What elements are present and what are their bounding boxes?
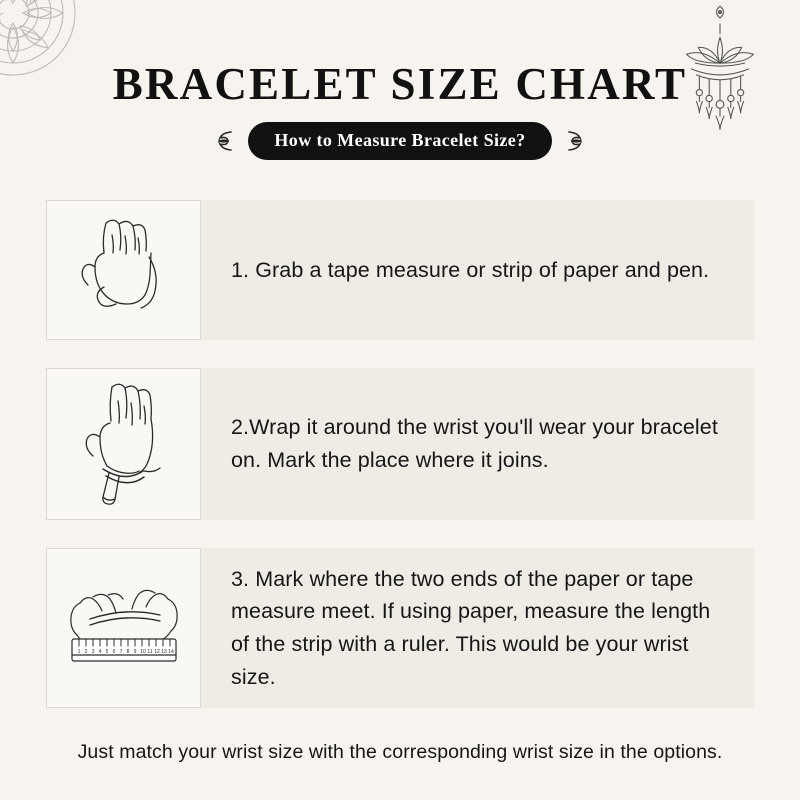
step-3-text: 3. Mark where the two ends of the paper or tape measure meet. If using paper, measure the length of the strip with a ruler. This would be your wrist size. [231, 566, 711, 689]
svg-text:13: 13 [160, 649, 167, 655]
svg-text:9: 9 [133, 649, 136, 655]
swirl-left-icon [210, 128, 236, 154]
step-1-image [46, 200, 201, 340]
step-row [46, 548, 754, 708]
svg-text:12: 12 [153, 649, 160, 655]
subtitle-row [0, 122, 800, 160]
step-row [46, 368, 754, 520]
svg-text:14: 14 [167, 649, 174, 655]
svg-text:10: 10 [139, 649, 146, 655]
step-3-image [46, 548, 201, 708]
swirl-right-icon [564, 128, 590, 154]
svg-text:4: 4 [98, 649, 101, 655]
page-title: BRACELET SIZE CHART [112, 59, 688, 109]
svg-text:3: 3 [91, 649, 94, 655]
step-row [46, 200, 754, 340]
hand-holding-tape-icon [54, 205, 194, 335]
svg-text:1: 1 [77, 649, 80, 655]
steps-list [0, 200, 800, 736]
svg-text:5: 5 [105, 649, 108, 655]
hands-ruler-icon [50, 563, 198, 693]
subtitle-pill: How to Measure Bracelet Size? [248, 122, 551, 160]
svg-text:11: 11 [146, 649, 153, 655]
step-2-image [46, 368, 201, 520]
svg-text:8: 8 [126, 649, 129, 655]
svg-text:7: 7 [119, 649, 122, 655]
step-2-text: 2.Wrap it around the wrist you'll wear your bracelet on. Mark the place where it joins. [231, 415, 718, 472]
svg-text:6: 6 [112, 649, 115, 655]
step-1-text: 1. Grab a tape measure or strip of paper and pen. [231, 257, 710, 282]
footer-note: Just match your wrist size with the corresponding wrist size in the options. [77, 741, 723, 763]
hand-wrist-tape-icon [54, 373, 194, 515]
svg-text:2: 2 [84, 649, 87, 655]
